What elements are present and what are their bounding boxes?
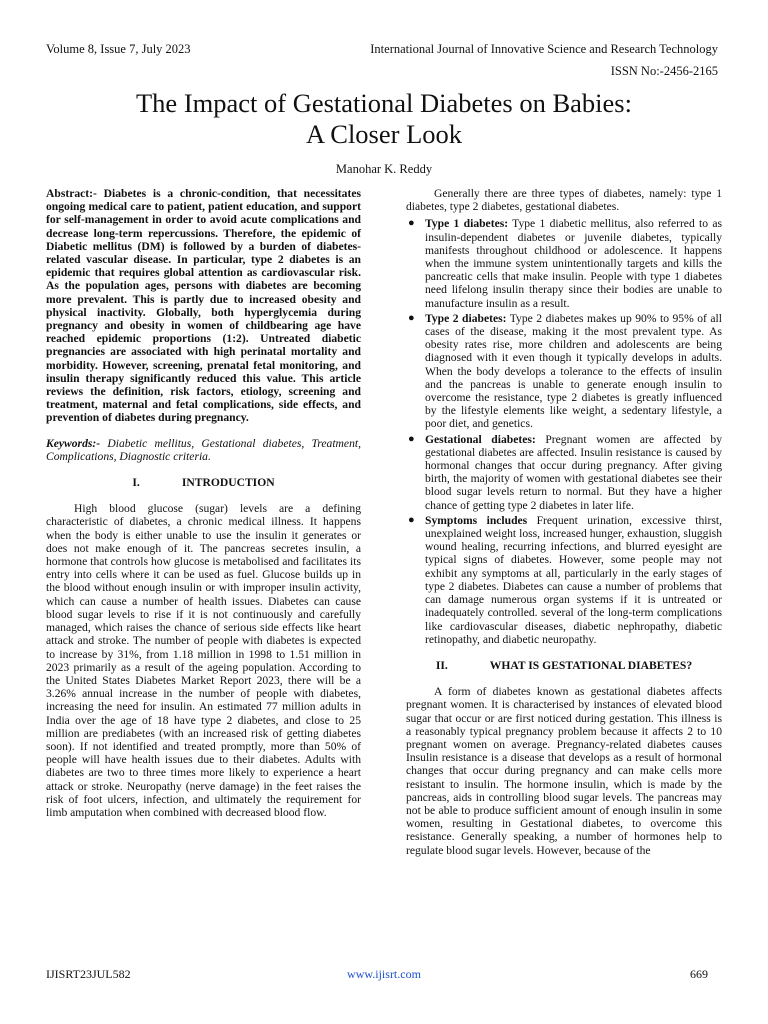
issn: ISSN No:-2456-2165 (610, 64, 718, 78)
bullet-lead: Type 1 diabetes: (425, 217, 509, 231)
bullet-lead: Symptoms includes (425, 513, 528, 527)
bullet-text: Frequent urination, excessive thirst, unexplained weight loss, increased hunger, exhaustion, sluggish wound healing, recurring infections, and blurred eyesight are typical signs of diabetes. However, some people may not exhibit any symptoms at all, particularly in the early stages of type 2 diabetes. Diabetes can cause a number of problems that can damage numerous organ systems if it is untreated or inadequately controlled. several of the long-term complications like cardiovascular diseases, diabetic nephropathy, diabetic retinopathy, and diabetic neuropathy. (425, 513, 722, 646)
bullet-icon: ● (408, 217, 415, 230)
title-line-2: A Closer Look (305, 119, 463, 149)
keywords-label: Keywords:- (46, 436, 101, 450)
keywords (46, 437, 361, 463)
title-line-1: The Impact of Gestational Diabetes on Babies: (136, 88, 632, 118)
bullet-lead: Gestational diabetes: (425, 432, 536, 446)
list-item (406, 312, 722, 431)
journal-url-link[interactable]: www.ijisrt.com (347, 967, 421, 981)
bullet-text: Type 2 diabetes makes up 90% to 95% of all cases of the disease, making it the most prevalent type. As obesity rates rise, more children and adolescents are being diagnosed with it even though it typically develops in adults. When the body develops a tolerance to the effects of insulin and the pancreas is unable to generate enough insulin to overcome the resistance, type 2 diabetes is greatly influenced by the lifestyle elements like weight, a sedentary lifestyle, a poor diet, and genetics. (425, 311, 722, 431)
keywords-text: Diabetic mellitus, Gestational diabetes, Treatment, Complications, Diagnostic criteria. (46, 436, 361, 463)
paper-code: IJISRT23JUL582 (46, 967, 131, 981)
list-item (406, 217, 722, 309)
paper-title (40, 88, 728, 150)
journal-name: International Journal of Innovative Science and Research Technology (370, 42, 718, 56)
bullet-lead: Type 2 diabetes: (425, 311, 507, 325)
volume-issue: Volume 8, Issue 7, July 2023 (46, 42, 191, 56)
section-number: II. (435, 658, 448, 672)
right-column (406, 187, 722, 857)
gestational-paragraph: A form of diabetes known as gestational diabetes affects pregnant women. It is characterised by instances of elevated blood sugar that occur or are first noticed during gestation. This illness is a reasonably typical pregnancy problem because it affects 2 to 10 pregnant women on average. Pregnancy-related diabetes causes Insulin resistance is a disease that develops as a result of hormonal changes that occur during pregnancy and can make cells more resistant to insulin. The hormone insulin, which is made by the pancreas, aids in controlling blood sugar levels. The pancreas may not be able to produce sufficient amount of enough insulin in some women, resulting in Gestational diabetes, to overcome this resistance. Generally speaking, a number of hormones help to regulate blood sugar levels. However, because of the (406, 685, 722, 857)
introduction-paragraph: High blood glucose (sugar) levels are a defining characteristic of diabetes, a chronic medical illness. It happens when the body is either unable to use the insulin it generates or does not make enough of it. The pancreas secretes insulin, a hormone that controls how glucose is metabolised and facilitates its entry into cells where it can be used as fuel. Glucose builds up in the blood without enough insulin or with improper insulin activity, which can cause a number of health issues. Diabetes can cause blood sugar levels to rise if it is not continuously and carefully managed, which raises the chance of serious side effects like heart attack and stroke. The number of people with diabetes is expected to increase by 31%, from 1.18 million in 1998 to 1.51 million in 2023 primarily as a result of the ageing population. According to the United States Diabetes Market Report 2023, there will be a 3.26% annual increase in the number of people with diabetes, increasing the need for insulin. An estimated 77 million adults in India over the age of 18 have type 2 diabetes, and close to 25 million are prediabetes (with an increased risk of getting diabetes soon). If not identified and treated promptly, more than 50% of people will have health issues due to their diabetes. Adults with diabetes are two to three times more likely to experience a heart attack or stroke. Neuropathy (nerve damage) in the feet raises the risk of foot ulcers, infection, and ultimately the requirement for limb amputation when combined with decreased blood flow. (46, 502, 361, 819)
section-heading-introduction (46, 476, 361, 489)
bullet-text: Pregnant women are affected by gestational diabetes are affected. Insulin resistance is caused by hormonal changes that occur during pregnancy. After giving birth, the majority of women with gestational diabetes see their blood sugar levels return to normal. But they have a higher chance of getting type 2 diabetes in later life. (425, 432, 722, 512)
section-number: I. (132, 476, 140, 490)
types-intro: Generally there are three types of diabetes, namely: type 1 diabetes, type 2 diabetes, gestational diabetes. (406, 187, 722, 214)
bullet-text: Type 1 diabetic mellitus, also referred to as insulin-dependent diabetes or juvenile diabetes, typically manifests throughout childhood or adolescence. It happens when the immune system unintentionally targets and kills the pancreatic cells that make insulin. People with type 1 diabetes need lifelong insulin therapy since their bodies are unable to manufacture insulin as a result. (425, 217, 723, 310)
bullet-icon: ● (408, 513, 415, 526)
author: Manohar K. Reddy (335, 162, 433, 176)
bullet-icon: ● (408, 432, 415, 445)
section-title: INTRODUCTION (181, 476, 275, 490)
section-heading-gestational (406, 659, 722, 672)
list-item (406, 514, 722, 646)
page-number: 669 (690, 967, 708, 981)
list-item (406, 433, 722, 512)
diabetes-types-list (406, 217, 722, 646)
bullet-icon: ● (408, 311, 415, 324)
left-column (46, 187, 361, 819)
section-title: WHAT IS GESTATIONAL DIABETES? (489, 658, 693, 672)
abstract: Abstract:- Diabetes is a chronic-condition, that necessitates ongoing medical care to patient, patient education, and support for self-management in order to avoid acute complications and decrease long-term repercussions. Therefore, the epidemic of Diabetic mellitus (DM) is followed by a burden of diabetes-related vascular disease. In particular, type 2 diabetes is an epidemic that requires global attention as cardiovascular risk. As the population ages, persons with diabetes are becoming more prevalent. This is partly due to increased obesity and physical inactivity. Globally, both hyperglycemia during pregnancy and obesity in women of childbearing age have reached epidemic proportions (1:2). Untreated diabetic pregnancies are associated with high perinatal mortality and morbidity. However, screening, prenatal fetal monitoring, and insulin therapy significantly reduced this value. This article reviews the definition, risk factors, etiology, screening and treatment, maternal and fetal complications, side effects, and prevention of diabetes during pregnancy. (46, 187, 361, 425)
